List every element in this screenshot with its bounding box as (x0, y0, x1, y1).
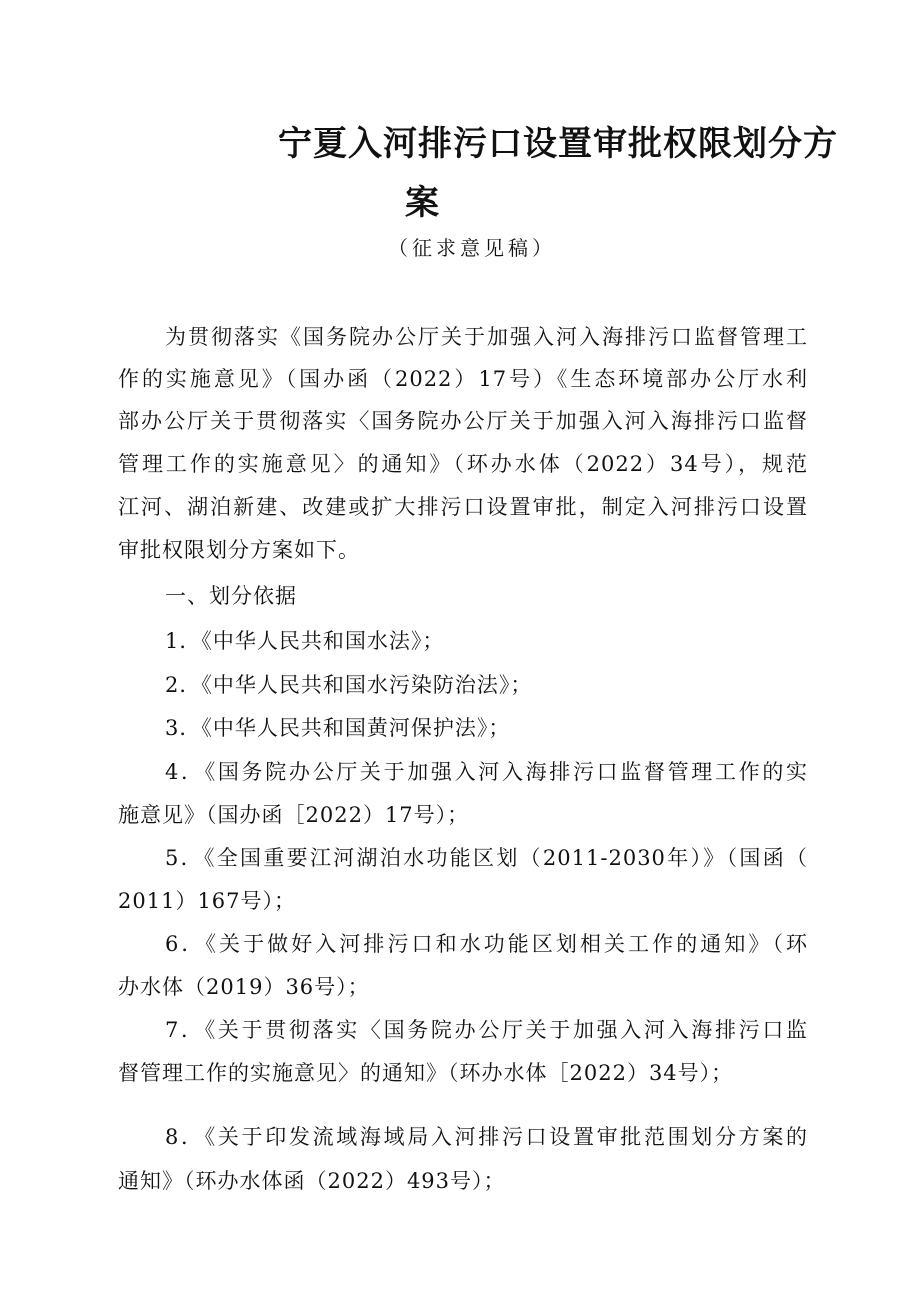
intro-line: 江河、湖泊新建、改建或扩大排污口设置审批，制定入河排污口设置 (118, 495, 808, 519)
basis-item: 6．《关于做好入河排污口和水功能区划相关工作的通知》（环 (165, 932, 808, 956)
intro-line: 部办公厅关于贯彻落实〈国务院办公厅关于加强入河入海排污口监督 (118, 409, 808, 433)
document-subtitle: （征求意见稿） (388, 236, 556, 260)
basis-item-continuation: 2011）167号）； (118, 889, 297, 913)
basis-item: 7．《关于贯彻落实〈国务院办公厅关于加强入河入海排污口监 (165, 1018, 808, 1042)
section-heading: 一、划分依据 (165, 584, 297, 608)
document-title-line-1: 宁夏入河排污口设置审批权限划分方 (278, 124, 838, 164)
basis-item: 3．《中华人民共和国黄河保护法》； (165, 716, 511, 740)
intro-line: 审批权限划分方案如下。 (118, 538, 360, 562)
basis-item-continuation: 施意见》（国办函［2022）17号）； (118, 803, 470, 827)
basis-item: 8．《关于印发流域海域局入河排污口设置审批范围划分方案的 (165, 1125, 808, 1149)
intro-line: 作的实施意见》（国办函（2022）17号）《生态环境部办公厅水利 (118, 367, 808, 391)
basis-item-continuation: 通知》（环办水体函（2022）493号）； (118, 1169, 506, 1193)
basis-item-continuation: 督管理工作的实施意见〉的通知》（环办水体［2022）34号）； (118, 1061, 734, 1085)
basis-item-continuation: 办水体（2019）36号）； (118, 975, 370, 999)
basis-item: 2．《中华人民共和国水污染防治法》； (165, 673, 533, 697)
intro-line: 管理工作的实施意见〉的通知》（环办水体（2022）34号），规范 (118, 452, 808, 476)
basis-item: 5．《全国重要江河湖泊水功能区划（2011-2030年）》（国函（ (165, 846, 808, 870)
document-title-line-2: 案 (405, 183, 440, 223)
intro-line: 为贯彻落实《国务院办公厅关于加强入河入海排污口监督管理工 (165, 325, 808, 349)
basis-item: 1．《中华人民共和国水法》； (165, 629, 445, 653)
basis-item: 4．《国务院办公厅关于加强入河入海排污口监督管理工作的实 (165, 760, 808, 784)
